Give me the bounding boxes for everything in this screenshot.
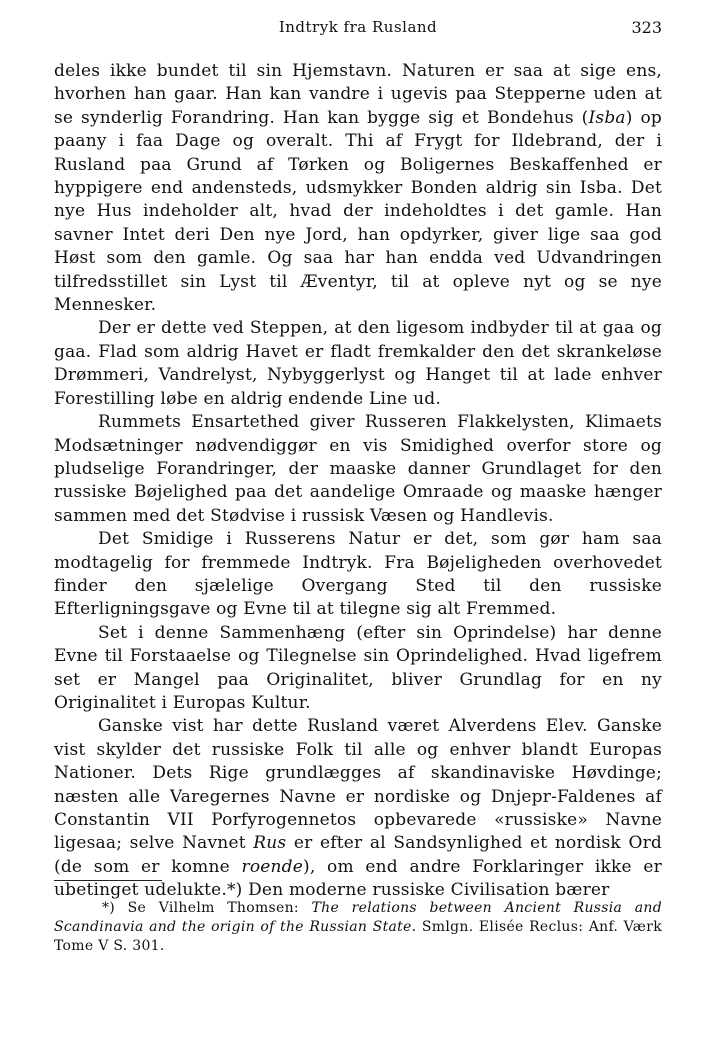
text-run: Set i denne Sammenhæng (efter sin Oprindelse) har denne Evne til Forstaaelse og Tilegnelse sin Oprindelighed. Hvad ligefrem set er Mangel paa Originalitet, bliver Grundlag for en ny Originalitet i Europas Kultur. [54,622,662,713]
italic-text: Rus [253,833,287,854]
paragraph [54,60,662,317]
text-run: ) op paany i faa Dage og overalt. Thi af Frygt for Ildebrand, der i Rusland paa Grund af Tørken og Boligernes Beskaffenhed er hyppigere end andensteds, udsmykker Bonden aldrig sin Isba. Det nye Hus indeholder alt, hvad der indeholdtes i det gamle. Han savner Intet deri Den nye Jord, han opdyrker, giver lige saa god Høst som den gamle. Og saa har han endda ved Udvandringen tilfredsstillet sin Lyst til Æventyr, til at opleve nyt og se nye Mennesker. [54,107,662,316]
running-title: Indtryk fra Rusland [278,18,438,36]
italic-text: roende [241,856,304,877]
footnote-text [54,899,662,956]
italic-text: Isba [588,107,626,128]
text-run: deles ikke bundet til sin Hjemstavn. Naturen er saa at sige ens, hvorhen han gaar. Han kan vandre i ugevis paa Stepperne uden at se synderlig Forandring. Han kan bygge sig et Bondehus ( [54,61,662,128]
text-run: ), om end andre Forklaringer ikke er ubetinget udelukte.*) Den moderne russiske Civilisation bærer [54,856,662,901]
text-run: Smlgn. Elisée Reclus: Anf. Værk Tome V S. 301. [54,919,662,954]
text-run: Der er dette ved Steppen, at den ligesom indbyder til at gaa og gaa. Flad som aldrig Havet er fladt fremkalder den det skrankeløse Drømmeri, Vandrelyst, Nybyggerlyst og Hanget til at lade enhver Forestilling løbe en aldrig endende Line ud. [54,318,662,409]
body-text [54,60,662,903]
paragraph [54,528,662,622]
paragraph [54,411,662,528]
page-number: 323 [631,18,662,37]
text-run: er efter al Sandsynlighed et nordisk Ord (de som er komne [54,833,662,877]
paragraph [54,622,662,716]
text-run: Ganske vist har dette Rusland været Alverdens Elev. Ganske vist skylder det russiske Folk til alle og enhver blandt Europas Nationer. Dets Rige grundlægges af skandinaviske Høvdinge; næsten alle Varegernes Navne er nordiske og Dnjepr-Faldenes af Constantin VII Porfyrogennetos opbevarede «russiske» Navne ligesaa; selve Navnet [54,716,662,854]
text-run: Rummets Ensartethed giver Russeren Flakkelysten, Klimaets Modsætninger nødvendiggør en vis Smidighed overfor store og pludselige Forandringer, der maaske danner Grundlaget for den russiske Bøjelighed paa det aandelige Omraade og maaske hænger sammen med det Stødvise i russisk Væsen og Handlevis. [54,412,662,526]
footnote-rule [54,880,162,881]
italic-text: The relations between Ancient Russia and Scandinavia and the origin of the Russian State. [54,900,662,935]
footnote [54,899,662,956]
text-run: Det Smidige i Russerens Natur er det, som gør ham saa modtagelig for fremmede Indtryk. Fra Bøjeligheden overhovedet finder den sjælelige Overgang Sted til den russiske Efterligningsgave og Evne til at tilegne sig alt Fremmed. [54,529,662,620]
paragraph [54,715,662,902]
paragraph [54,317,662,411]
text-run: *) Se Vilhelm Thomsen: [102,900,312,916]
running-head [54,18,662,42]
